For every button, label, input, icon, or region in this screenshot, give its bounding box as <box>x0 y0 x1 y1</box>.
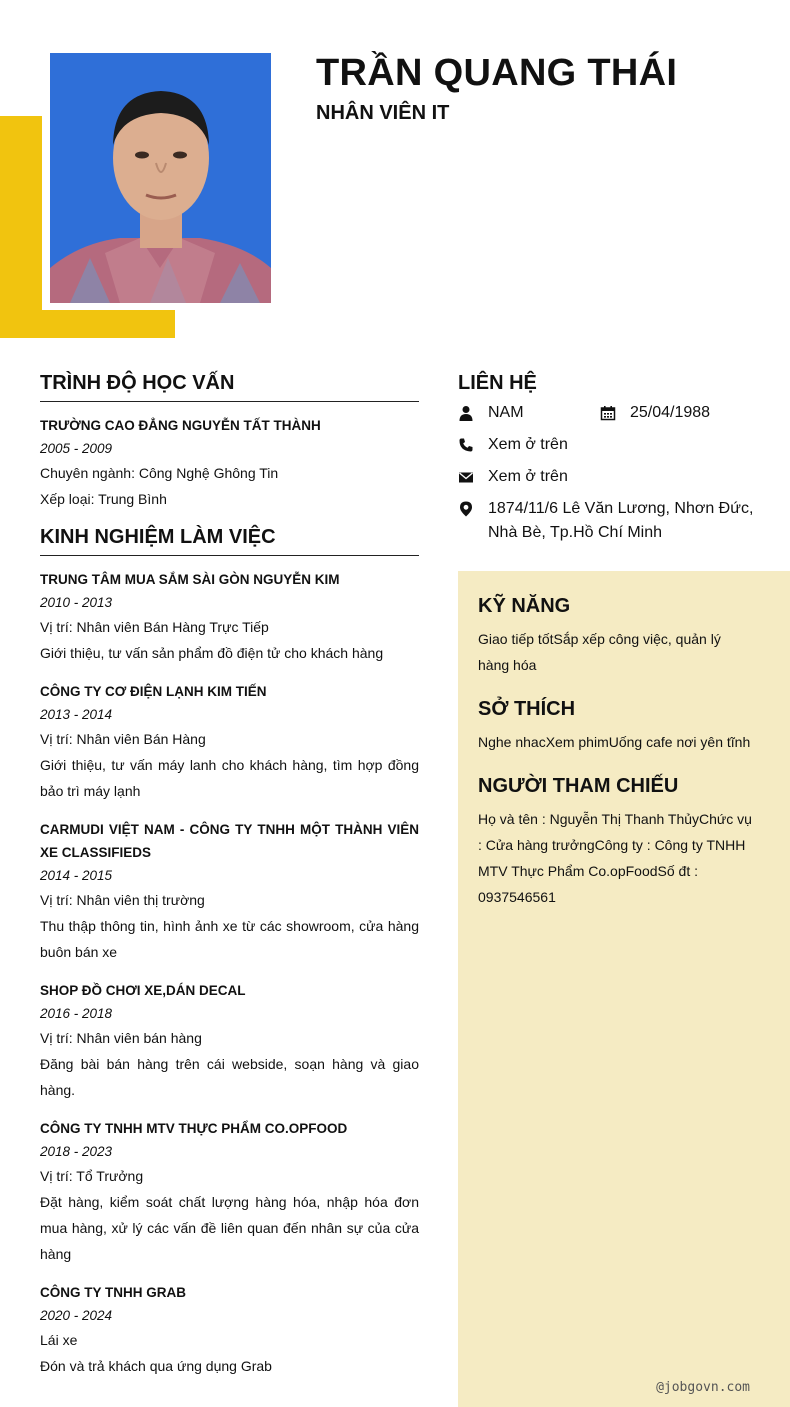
entry-detail: Xếp loại: Trung Bình <box>40 491 167 507</box>
experience-entry <box>40 818 419 965</box>
education-heading: TRÌNH ĐỘ HỌC VẤN <box>40 372 419 402</box>
entry-detail: Vị trí: Tổ Trưởng <box>40 1168 144 1184</box>
entry-detail: Lái xe <box>40 1332 78 1348</box>
entry-period: 2014 - 2015 <box>40 868 113 883</box>
experience-entry <box>40 1117 419 1267</box>
experience-entry <box>40 1281 419 1379</box>
email-value: Xem ở trên <box>488 468 568 485</box>
entry-detail: Giới thiệu, tư vấn sản phẩm đồ điện tử cho khách hàng <box>40 645 384 661</box>
person-icon <box>458 405 474 421</box>
education-entry <box>40 414 419 512</box>
calendar-icon <box>600 405 616 421</box>
entry-detail: Vị trí: Nhân viên Bán Hàng Trực Tiếp <box>40 619 269 635</box>
candidate-title: NHÂN VIÊN IT <box>316 102 450 124</box>
entry-organization: SHOP ĐỒ CHƠI XE,DÁN DECAL <box>40 983 246 998</box>
contact-row-gender-dob <box>458 401 758 425</box>
contact-row-email <box>458 465 758 489</box>
entry-detail: Vị trí: Nhân viên thị trường <box>40 892 205 908</box>
skills-text: Giao tiếp tốtSắp xếp công việc, quản lý hàng hóa <box>478 631 721 673</box>
contact-row-address <box>458 497 758 545</box>
profile-photo <box>50 53 271 303</box>
experience-entry <box>40 568 419 666</box>
entry-detail: Vị trí: Nhân viên bán hàng <box>40 1030 202 1046</box>
entry-period: 2005 - 2009 <box>40 441 113 456</box>
entry-detail: Vị trí: Nhân viên Bán Hàng <box>40 731 206 747</box>
candidate-name: TRẦN QUANG THÁI <box>316 52 678 94</box>
experience-entry <box>40 680 419 804</box>
entry-detail: Đăng bài bán hàng trên cái webside, soạn hàng và giao hàng. <box>40 1056 419 1098</box>
accent-bar-vertical <box>0 116 42 338</box>
hobbies-text: Nghe nhacXem phimUống cafe nơi yên tĩnh <box>478 734 751 750</box>
skills-heading: KỸ NĂNG <box>478 595 571 617</box>
hobbies-heading: SỞ THÍCH <box>478 698 576 720</box>
entry-period: 2018 - 2023 <box>40 1144 113 1159</box>
entry-detail: Đón và trả khách qua ứng dụng Grab <box>40 1358 272 1374</box>
entry-detail: Giới thiệu, tư vấn máy lanh cho khách hàng, tìm hợp đồng bảo trì máy lạnh <box>40 757 419 799</box>
experience-entry <box>40 979 419 1103</box>
experience-heading: KINH NGHIỆM LÀM VIỆC <box>40 526 419 556</box>
entry-organization: CÔNG TY CƠ ĐIỆN LẠNH KIM TIẾN <box>40 684 267 699</box>
entry-period: 2020 - 2024 <box>40 1308 113 1323</box>
entry-organization: TRUNG TÂM MUA SẮM SÀI GÒN NGUYỄN KIM <box>40 572 340 587</box>
email-icon <box>458 469 474 485</box>
birthdate-value: 25/04/1988 <box>630 404 711 421</box>
references-heading: NGƯỜI THAM CHIẾU <box>478 775 679 797</box>
entry-period: 2010 - 2013 <box>40 595 113 610</box>
entry-period: 2013 - 2014 <box>40 707 113 722</box>
entry-organization: CARMUDI VIỆT NAM - CÔNG TY TNHH MỘT THÀNH VIÊN XE CLASSIFIEDS <box>40 822 419 860</box>
phone-icon <box>458 437 474 453</box>
side-panel <box>458 571 790 1407</box>
contact-section <box>458 372 758 553</box>
portrait-image <box>50 53 271 303</box>
phone-value: Xem ở trên <box>488 436 568 453</box>
accent-bar-horizontal <box>0 310 175 338</box>
entry-detail: Chuyên ngành: Công Nghệ Ghông Tin <box>40 465 279 481</box>
entry-organization: CÔNG TY TNHH GRAB <box>40 1285 187 1300</box>
gender-value: NAM <box>488 404 524 421</box>
location-icon <box>458 501 474 517</box>
contact-heading: LIÊN HỆ <box>458 372 537 394</box>
entry-detail: Thu thập thông tin, hình ảnh xe từ các showroom, cửa hàng buôn bán xe <box>40 918 419 960</box>
references-text: Họ và tên : Nguyễn Thị Thanh ThủyChức vụ : Cửa hàng trưởngCông ty : Công ty TNHH MTV Thực Phẩm Co.opFoodSố đt : 0937546561 <box>478 811 752 905</box>
entry-organization: TRƯỜNG CAO ĐẲNG NGUYỄN TẤT THÀNH <box>40 418 321 433</box>
entry-detail: Đặt hàng, kiểm soát chất lượng hàng hóa, nhập hóa đơn mua hàng, xử lý các vấn đề liên quan đến nhân sự của cửa hàng <box>40 1194 419 1262</box>
entry-period: 2016 - 2018 <box>40 1006 113 1021</box>
contact-row-phone <box>458 433 758 457</box>
watermark: @jobgovn.com <box>656 1380 750 1395</box>
address-value: 1874/11/6 Lê Văn Lương, Nhơn Đức, Nhà Bè, Tp.Hồ Chí Minh <box>488 500 754 541</box>
entry-organization: CÔNG TY TNHH MTV THỰC PHẨM CO.OPFOOD <box>40 1121 348 1136</box>
left-column <box>40 372 419 1393</box>
